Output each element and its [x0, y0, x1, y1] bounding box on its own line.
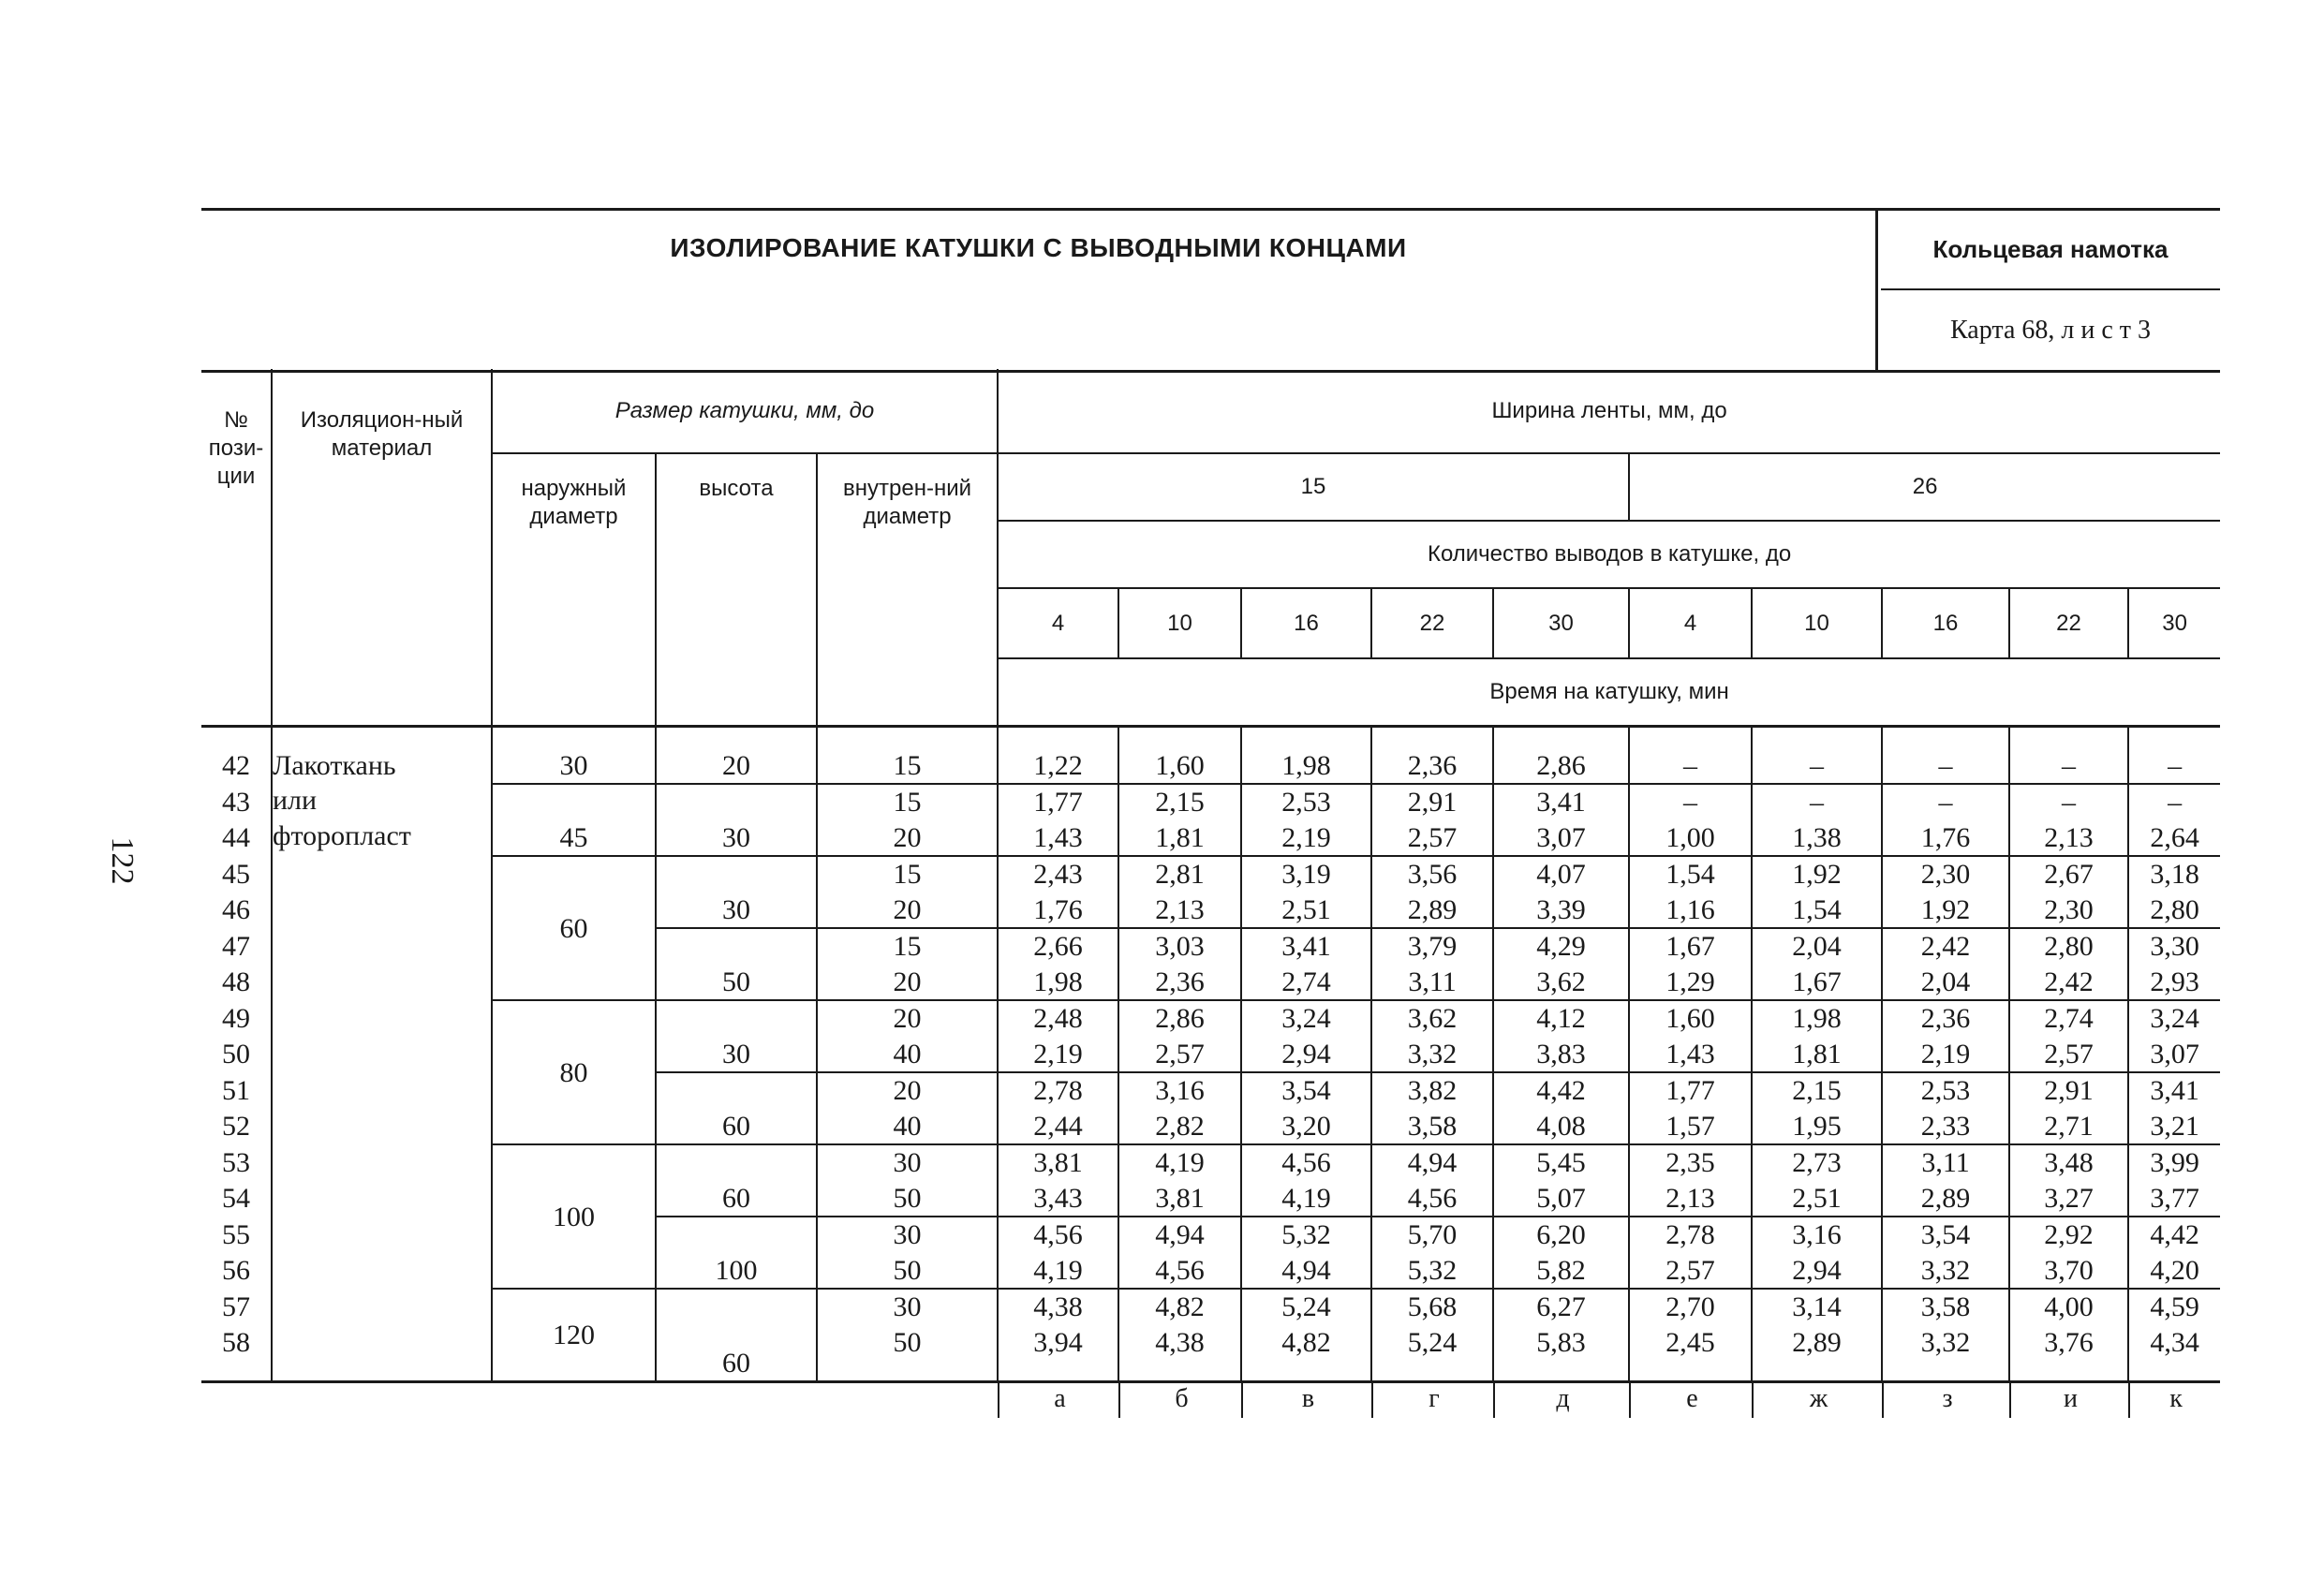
- header-leads-g: 22: [1371, 588, 1493, 658]
- position-cell: 44: [222, 822, 250, 854]
- value-cell: 2,04: [1882, 965, 2009, 1001]
- header-lead-count: Количество выводов в катушке, до: [998, 521, 2220, 588]
- inner-diameter-cell: 50: [817, 1253, 998, 1290]
- value-cell: 5,32: [1371, 1253, 1493, 1290]
- value-cell: 1,98: [1241, 726, 1371, 784]
- value-cell: 2,73: [1752, 1144, 1882, 1181]
- value-cell: 4,12: [1493, 1000, 1629, 1037]
- value-cell: 4,59: [2128, 1289, 2220, 1325]
- value-cell: 2,78: [998, 1072, 1118, 1109]
- inner-diameter-cell: 30: [817, 1144, 998, 1181]
- value-cell: 4,42: [2128, 1217, 2220, 1253]
- value-cell: 2,53: [1882, 1072, 2009, 1109]
- header-coil-size: Размер катушки, мм, до: [492, 369, 998, 453]
- value-cell: 1,81: [1752, 1037, 1882, 1073]
- header-width-26: 26: [1629, 453, 2220, 521]
- header-height: высота: [656, 453, 817, 726]
- value-cell: 1,77: [1629, 1072, 1752, 1109]
- table-row: [201, 1000, 2220, 1037]
- value-cell: 4,94: [1118, 1217, 1241, 1253]
- value-cell: 2,57: [1118, 1037, 1241, 1073]
- value-cell: 2,86: [1118, 1000, 1241, 1037]
- outer-diameter-cell: 30: [492, 726, 656, 784]
- column-letter: г: [1371, 1380, 1495, 1418]
- value-cell: 3,16: [1752, 1217, 1882, 1253]
- position-cell: 43: [222, 786, 250, 818]
- value-cell: 2,80: [2009, 928, 2128, 965]
- page-number: 122: [105, 836, 140, 885]
- header-leads-a: 4: [998, 588, 1118, 658]
- column-letter: и: [2009, 1380, 2130, 1418]
- value-cell: 2,64: [2128, 820, 2220, 857]
- header-leads-d: 30: [1493, 588, 1629, 658]
- inner-diameter-cell: 50: [817, 1181, 998, 1217]
- value-cell: 3,58: [1371, 1109, 1493, 1145]
- value-cell: 3,32: [1371, 1037, 1493, 1073]
- value-cell: 1,81: [1118, 820, 1241, 857]
- value-cell: 2,94: [1241, 1037, 1371, 1073]
- value-cell: 2,13: [1118, 892, 1241, 929]
- position-cell: 58: [222, 1326, 250, 1358]
- value-cell: 1,98: [1752, 1000, 1882, 1037]
- value-cell: 4,07: [1493, 856, 1629, 892]
- inner-diameter-cell: 20: [817, 965, 998, 1001]
- height-cell: 60: [656, 1289, 817, 1382]
- table-row: [201, 1144, 2220, 1181]
- value-cell: 2,35: [1629, 1144, 1752, 1181]
- table-row: [201, 726, 2220, 784]
- value-cell: 2,36: [1882, 1000, 2009, 1037]
- value-cell: 5,07: [1493, 1181, 1629, 1217]
- height-cell: 60: [656, 1072, 817, 1144]
- value-cell: 2,19: [1882, 1037, 2009, 1073]
- position-cell: 53: [222, 1146, 250, 1178]
- value-cell: –: [1629, 726, 1752, 784]
- value-cell: 3,20: [1241, 1109, 1371, 1145]
- value-cell: 1,29: [1629, 965, 1752, 1001]
- value-cell: 6,27: [1493, 1289, 1629, 1325]
- value-cell: 5,24: [1371, 1325, 1493, 1382]
- value-cell: 5,70: [1371, 1217, 1493, 1253]
- value-cell: 3,82: [1371, 1072, 1493, 1109]
- value-cell: 3,54: [1241, 1072, 1371, 1109]
- value-cell: 4,29: [1493, 928, 1629, 965]
- value-cell: 1,54: [1629, 856, 1752, 892]
- value-cell: 1,43: [998, 820, 1118, 857]
- column-letter: з: [1882, 1380, 2011, 1418]
- value-cell: 2,53: [1241, 784, 1371, 820]
- value-cell: 2,82: [1118, 1109, 1241, 1145]
- header-leads-k: 30: [2128, 588, 2220, 658]
- value-cell: 2,92: [2009, 1217, 2128, 1253]
- value-cell: 2,74: [2009, 1000, 2128, 1037]
- height-cell: 30: [656, 784, 817, 856]
- inner-diameter-cell: 20: [817, 1072, 998, 1109]
- header-leads-zh: 10: [1752, 588, 1882, 658]
- winding-type: Кольцевая намотка: [1881, 211, 2220, 290]
- header-material: Изоляцион-ный материал: [272, 369, 492, 726]
- value-cell: –: [1752, 784, 1882, 820]
- inner-diameter-cell: 20: [817, 892, 998, 929]
- value-cell: 2,91: [2009, 1072, 2128, 1109]
- value-cell: 5,45: [1493, 1144, 1629, 1181]
- value-cell: 1,76: [1882, 820, 2009, 857]
- material-line: или: [273, 785, 318, 816]
- header-leads-i: 22: [2009, 588, 2128, 658]
- value-cell: 3,32: [1882, 1325, 2009, 1382]
- inner-diameter-cell: 40: [817, 1109, 998, 1145]
- header-leads-e: 4: [1629, 588, 1752, 658]
- value-cell: 3,43: [998, 1181, 1118, 1217]
- position-cell: 56: [222, 1255, 250, 1287]
- inner-diameter-cell: 15: [817, 856, 998, 892]
- inner-diameter-cell: 40: [817, 1037, 998, 1073]
- header-leads-b: 10: [1118, 588, 1241, 658]
- value-cell: 2,66: [998, 928, 1118, 965]
- value-cell: 4,56: [998, 1217, 1118, 1253]
- inner-diameter-cell: 30: [817, 1217, 998, 1253]
- value-cell: 3,79: [1371, 928, 1493, 965]
- value-cell: 4,38: [1118, 1325, 1241, 1382]
- value-cell: 3,21: [2128, 1109, 2220, 1145]
- value-cell: 2,42: [1882, 928, 2009, 965]
- header-position: № пози-ции: [201, 369, 272, 726]
- value-cell: 2,51: [1752, 1181, 1882, 1217]
- value-cell: 3,56: [1371, 856, 1493, 892]
- value-cell: 3,27: [2009, 1181, 2128, 1217]
- value-cell: 3,07: [2128, 1037, 2220, 1073]
- value-cell: 3,41: [1241, 928, 1371, 965]
- header-time: Время на катушку, мин: [998, 658, 2220, 726]
- inner-diameter-cell: 15: [817, 726, 998, 784]
- header-tape-width: Ширина ленты, мм, до: [998, 369, 2220, 453]
- value-cell: 3,41: [1493, 784, 1629, 820]
- value-cell: 2,36: [1371, 726, 1493, 784]
- document-title: ИЗОЛИРОВАНИЕ КАТУШКИ С ВЫВОДНЫМИ КОНЦАМИ: [201, 211, 1878, 370]
- value-cell: 2,15: [1752, 1072, 1882, 1109]
- value-cell: 1,60: [1629, 1000, 1752, 1037]
- value-cell: 3,03: [1118, 928, 1241, 965]
- value-cell: 1,22: [998, 726, 1118, 784]
- table-row: [201, 1289, 2220, 1325]
- column-letter: д: [1493, 1380, 1631, 1418]
- value-cell: 4,19: [1241, 1181, 1371, 1217]
- header-leads-v: 16: [1241, 588, 1371, 658]
- value-cell: 2,36: [1118, 965, 1241, 1001]
- position-cell: 42: [222, 750, 250, 782]
- height-cell: 20: [656, 726, 817, 784]
- material-line: Лакоткань: [273, 749, 396, 781]
- norm-table: [201, 369, 2220, 1383]
- value-cell: 1,67: [1752, 965, 1882, 1001]
- material-line: фторопласт: [273, 819, 411, 851]
- value-cell: 3,70: [2009, 1253, 2128, 1290]
- value-cell: 4,19: [998, 1253, 1118, 1290]
- value-cell: 1,16: [1629, 892, 1752, 929]
- value-cell: 4,94: [1371, 1144, 1493, 1181]
- column-letter: к: [2128, 1380, 2222, 1418]
- value-cell: 2,89: [1371, 892, 1493, 929]
- value-cell: 3,81: [998, 1144, 1118, 1181]
- value-cell: –: [1882, 784, 2009, 820]
- value-cell: 2,13: [2009, 820, 2128, 857]
- value-cell: 1,95: [1752, 1109, 1882, 1145]
- position-cell: 45: [222, 858, 250, 890]
- outer-diameter-cell: 60: [492, 856, 656, 1000]
- header-leads-z: 16: [1882, 588, 2009, 658]
- value-cell: 2,93: [2128, 965, 2220, 1001]
- value-cell: 2,13: [1629, 1181, 1752, 1217]
- value-cell: 3,48: [2009, 1144, 2128, 1181]
- height-cell: 50: [656, 928, 817, 1000]
- value-cell: 2,51: [1241, 892, 1371, 929]
- value-cell: –: [2009, 784, 2128, 820]
- value-cell: 3,32: [1882, 1253, 2009, 1290]
- value-cell: 3,19: [1241, 856, 1371, 892]
- header-outer-diameter: наружный диаметр: [492, 453, 656, 726]
- value-cell: 1,98: [998, 965, 1118, 1001]
- value-cell: 2,89: [1882, 1181, 2009, 1217]
- value-cell: 2,57: [1371, 820, 1493, 857]
- value-cell: 1,43: [1629, 1037, 1752, 1073]
- value-cell: 2,19: [998, 1037, 1118, 1073]
- outer-diameter-cell: 80: [492, 1000, 656, 1144]
- value-cell: 2,04: [1752, 928, 1882, 965]
- inner-diameter-cell: 30: [817, 1289, 998, 1325]
- value-cell: 2,30: [2009, 892, 2128, 929]
- value-cell: 5,82: [1493, 1253, 1629, 1290]
- value-cell: 4,20: [2128, 1253, 2220, 1290]
- value-cell: 1,60: [1118, 726, 1241, 784]
- value-cell: 2,48: [998, 1000, 1118, 1037]
- value-cell: 2,86: [1493, 726, 1629, 784]
- value-cell: –: [1882, 726, 2009, 784]
- value-cell: 2,43: [998, 856, 1118, 892]
- position-cell: 57: [222, 1291, 250, 1322]
- height-cell: 30: [656, 856, 817, 928]
- value-cell: 2,78: [1629, 1217, 1752, 1253]
- header-width-15: 15: [998, 453, 1629, 521]
- value-cell: 1,57: [1629, 1109, 1752, 1145]
- value-cell: 3,62: [1493, 965, 1629, 1001]
- value-cell: 2,42: [2009, 965, 2128, 1001]
- value-cell: 3,14: [1752, 1289, 1882, 1325]
- column-letter: б: [1118, 1380, 1243, 1418]
- value-cell: 3,94: [998, 1325, 1118, 1382]
- value-cell: 2,71: [2009, 1109, 2128, 1145]
- column-letter: е: [1629, 1380, 1754, 1418]
- value-cell: 2,70: [1629, 1289, 1752, 1325]
- value-cell: 2,91: [1371, 784, 1493, 820]
- value-cell: 4,56: [1118, 1253, 1241, 1290]
- value-cell: 3,30: [2128, 928, 2220, 965]
- inner-diameter-cell: 20: [817, 1000, 998, 1037]
- value-cell: 1,67: [1629, 928, 1752, 965]
- inner-diameter-cell: 50: [817, 1325, 998, 1382]
- height-cell: 60: [656, 1144, 817, 1217]
- position-cell: 50: [222, 1039, 250, 1070]
- position-cell: 47: [222, 930, 250, 962]
- value-cell: 4,42: [1493, 1072, 1629, 1109]
- position-cell: 55: [222, 1218, 250, 1250]
- inner-diameter-cell: 15: [817, 784, 998, 820]
- position-cell: 48: [222, 966, 250, 998]
- position-cell: 46: [222, 894, 250, 926]
- material-cell: [272, 726, 492, 1382]
- value-cell: 3,54: [1882, 1217, 2009, 1253]
- value-cell: 2,89: [1752, 1325, 1882, 1382]
- outer-diameter-cell: 45: [492, 784, 656, 856]
- value-cell: 3,62: [1371, 1000, 1493, 1037]
- value-cell: 1,92: [1882, 892, 2009, 929]
- inner-diameter-cell: 15: [817, 928, 998, 965]
- value-cell: 3,24: [1241, 1000, 1371, 1037]
- value-cell: –: [1752, 726, 1882, 784]
- height-cell: 30: [656, 1000, 817, 1072]
- value-cell: 2,57: [1629, 1253, 1752, 1290]
- value-cell: 4,56: [1371, 1181, 1493, 1217]
- position-cell: 49: [222, 1002, 250, 1034]
- inner-diameter-cell: 20: [817, 820, 998, 857]
- column-letter: ж: [1752, 1380, 1884, 1418]
- value-cell: 2,94: [1752, 1253, 1882, 1290]
- value-cell: 3,16: [1118, 1072, 1241, 1109]
- value-cell: 2,15: [1118, 784, 1241, 820]
- value-cell: 3,18: [2128, 856, 2220, 892]
- value-cell: 1,38: [1752, 820, 1882, 857]
- card-sheet-label: Карта 68, л и с т 3: [1950, 315, 2151, 345]
- value-cell: 1,92: [1752, 856, 1882, 892]
- title-block: [201, 208, 2220, 373]
- value-cell: 3,11: [1882, 1144, 2009, 1181]
- value-cell: 4,34: [2128, 1325, 2220, 1382]
- value-cell: 3,83: [1493, 1037, 1629, 1073]
- value-cell: 2,45: [1629, 1325, 1752, 1382]
- value-cell: 3,07: [1493, 820, 1629, 857]
- value-cell: 3,76: [2009, 1325, 2128, 1382]
- value-cell: 4,08: [1493, 1109, 1629, 1145]
- value-cell: 2,44: [998, 1109, 1118, 1145]
- value-cell: 5,32: [1241, 1217, 1371, 1253]
- value-cell: 3,41: [2128, 1072, 2220, 1109]
- value-cell: 3,99: [2128, 1144, 2220, 1181]
- value-cell: –: [2128, 784, 2220, 820]
- title-side-block: [1881, 211, 2220, 370]
- value-cell: 3,24: [2128, 1000, 2220, 1037]
- value-cell: 4,56: [1241, 1144, 1371, 1181]
- value-cell: 1,54: [1752, 892, 1882, 929]
- outer-diameter-cell: 100: [492, 1144, 656, 1289]
- value-cell: 5,24: [1241, 1289, 1371, 1325]
- column-letter: а: [998, 1380, 1120, 1418]
- value-cell: 3,58: [1882, 1289, 2009, 1325]
- value-cell: 5,83: [1493, 1325, 1629, 1382]
- value-cell: 1,77: [998, 784, 1118, 820]
- value-cell: 2,80: [2128, 892, 2220, 929]
- position-cell: 51: [222, 1074, 250, 1106]
- value-cell: 4,82: [1241, 1325, 1371, 1382]
- table-row: [201, 856, 2220, 892]
- column-letters: [201, 1380, 2220, 1418]
- value-cell: 4,82: [1118, 1289, 1241, 1325]
- value-cell: 1,76: [998, 892, 1118, 929]
- position-cell: 54: [222, 1183, 250, 1215]
- value-cell: 2,19: [1241, 820, 1371, 857]
- value-cell: 2,67: [2009, 856, 2128, 892]
- table-row: [201, 784, 2220, 820]
- value-cell: 6,20: [1493, 1217, 1629, 1253]
- value-cell: –: [1629, 784, 1752, 820]
- value-cell: 4,00: [2009, 1289, 2128, 1325]
- value-cell: 4,94: [1241, 1253, 1371, 1290]
- value-cell: 2,74: [1241, 965, 1371, 1001]
- value-cell: 2,33: [1882, 1109, 2009, 1145]
- value-cell: 3,39: [1493, 892, 1629, 929]
- value-cell: 4,38: [998, 1289, 1118, 1325]
- column-letter: в: [1241, 1380, 1373, 1418]
- outer-diameter-cell: 120: [492, 1289, 656, 1382]
- value-cell: 1,00: [1629, 820, 1752, 857]
- header-inner-diameter: внутрен-ний диаметр: [817, 453, 998, 726]
- value-cell: –: [2009, 726, 2128, 784]
- value-cell: 2,57: [2009, 1037, 2128, 1073]
- value-cell: 2,30: [1882, 856, 2009, 892]
- value-cell: 5,68: [1371, 1289, 1493, 1325]
- value-cell: 3,81: [1118, 1181, 1241, 1217]
- value-cell: 2,81: [1118, 856, 1241, 892]
- value-cell: –: [2128, 726, 2220, 784]
- height-cell: 100: [656, 1217, 817, 1289]
- position-cell: 52: [222, 1111, 250, 1143]
- value-cell: 3,11: [1371, 965, 1493, 1001]
- value-cell: 3,77: [2128, 1181, 2220, 1217]
- value-cell: 4,19: [1118, 1144, 1241, 1181]
